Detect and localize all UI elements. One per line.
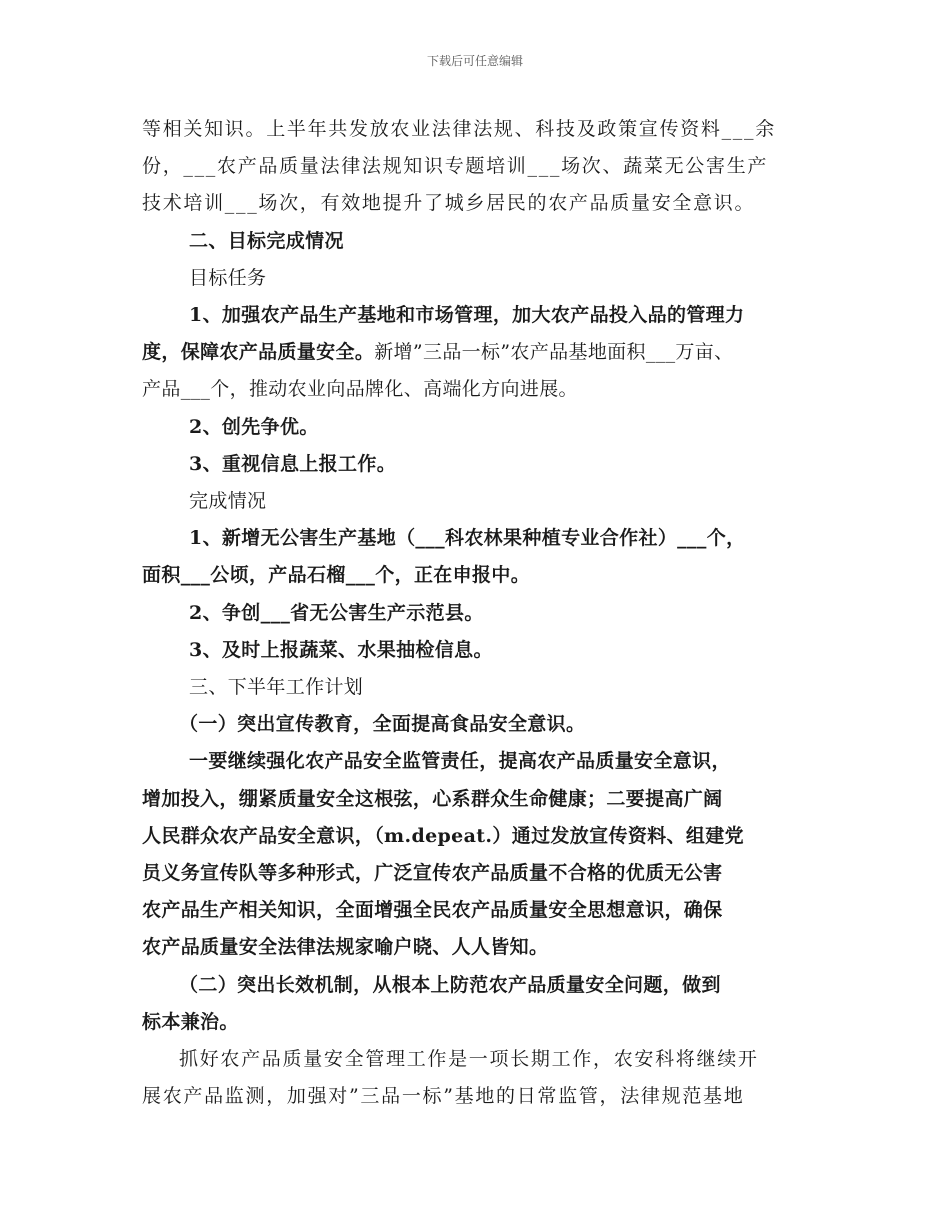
section-heading: 二、目标完成情况 bbox=[189, 229, 344, 252]
paragraph-line: 展农产品监测，加强对”三品一标”基地的日常监管，法律规范基地 bbox=[142, 1085, 745, 1108]
document-body bbox=[142, 111, 822, 1115]
paragraph-line: 标本兼治。 bbox=[142, 1010, 239, 1033]
paragraph-line: 农产品生产相关知识，全面增强全民农产品质量安全思想意识，确保 bbox=[142, 899, 723, 922]
list-item: 2、争创___省无公害生产示范县。 bbox=[189, 601, 484, 624]
paragraph-line: 抓好农产品质量安全管理工作是一项长期工作，农安科将继续开 bbox=[179, 1048, 759, 1071]
subsection-heading: （二）突出长效机制，从根本上防范农产品质量安全问题，做到 bbox=[179, 973, 721, 996]
paragraph-line: 农产品质量安全法律法规家喻户晓、人人皆知。 bbox=[142, 936, 549, 959]
list-item: 2、创先争优。 bbox=[189, 415, 319, 438]
paragraph-line: 员义务宣传队等多种形式，广泛宣传农产品质量不合格的优质无公害 bbox=[142, 862, 723, 885]
paragraph-line: 技术培训___场次，有效地提升了城乡居民的农产品质量安全意识。 bbox=[142, 192, 756, 215]
paragraph-line: 人民群众农产品安全意识，（m.depeat.）通过发放宣传资料、组建党 bbox=[142, 824, 744, 847]
bold-text: 度，保障农产品质量安全。 bbox=[142, 341, 375, 364]
subsection-heading: 目标任务 bbox=[189, 266, 267, 289]
paragraph-line: 一要继续强化农产品安全监管责任，提高农产品质量安全意识， bbox=[189, 750, 731, 773]
paragraph-line: 产品___个，推动农业向品牌化、高端化方向进展。 bbox=[142, 378, 578, 401]
paragraph-line bbox=[142, 334, 822, 371]
subsection-heading: （一）突出宣传教育，全面提高食品安全意识。 bbox=[179, 713, 586, 736]
paragraph-line: 份，___农产品质量法律法规知识专题培训___场次、蔬菜无公害生产 bbox=[142, 155, 769, 178]
section-heading: 三、下半年工作计划 bbox=[189, 676, 364, 699]
list-item: 3、重视信息上报工作。 bbox=[189, 452, 397, 475]
list-item: 1、新增无公害生产基地（___科农林果种植专业合作社）___个， bbox=[189, 527, 746, 550]
paragraph-line: 增加投入，绷紧质量安全这根弦，心系群众生命健康；二要提高广阔 bbox=[142, 787, 723, 810]
paragraph-line: 1、加强农产品生产基地和市场管理，加大农产品投入品的管理力 bbox=[189, 304, 745, 327]
normal-text: 新增”三品一标”农产品基地面积___万亩、 bbox=[374, 341, 734, 364]
paragraph-line: 面积___公顷，产品石榴___个，正在申报中。 bbox=[142, 564, 531, 587]
subsection-heading: 完成情况 bbox=[189, 490, 267, 513]
page-header: 下载后可任意编辑 bbox=[426, 54, 523, 68]
paragraph-line: 等相关知识。上半年共发放农业法律法规、科技及政策宣传资料___余 bbox=[142, 118, 776, 140]
list-item: 3、及时上报蔬菜、水果抽检信息。 bbox=[189, 638, 493, 661]
